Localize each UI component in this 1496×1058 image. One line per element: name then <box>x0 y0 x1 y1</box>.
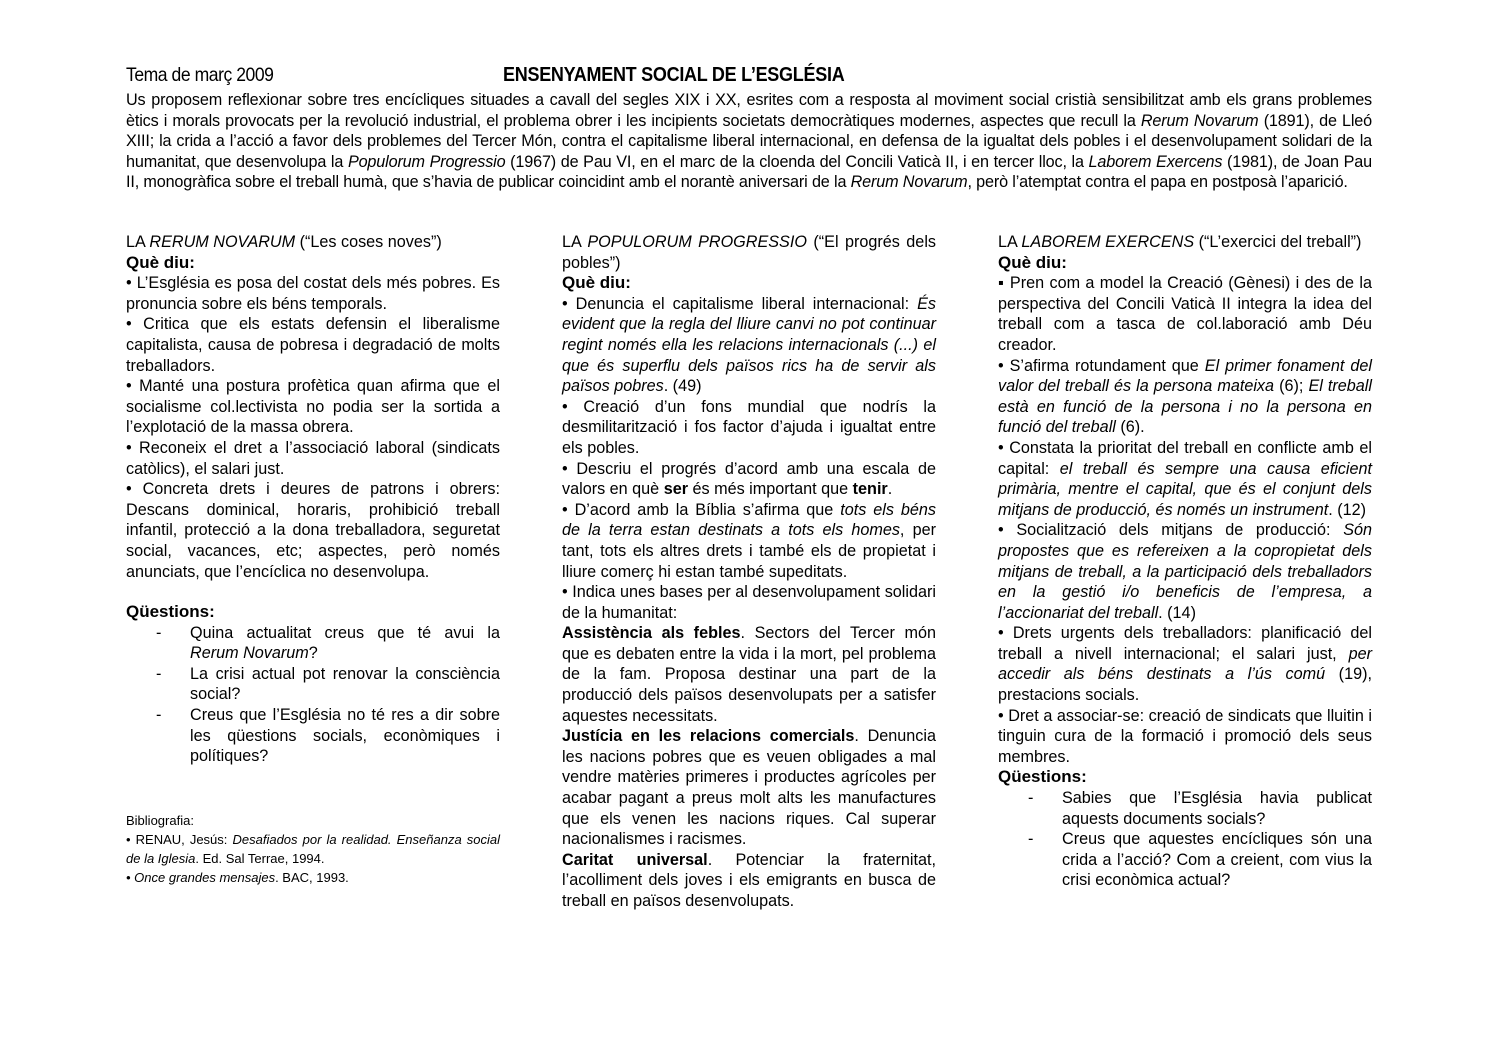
heading-title: LABOREM EXERCENS <box>1021 233 1195 251</box>
que-diu-label: Què diu: <box>998 252 1067 272</box>
list-item: • L’Església es posa del costat dels més pobres. Es pronuncia sobre els béns temporals. <box>126 274 500 313</box>
item-text: és més important que <box>688 480 853 499</box>
list-item: • Manté una postura profètica quan afirma que el socialisme col.lectivista no podia ser la sortida a l’explotació de la massa obrera. <box>126 377 500 437</box>
bibliography-label: Bibliografia: <box>126 812 194 828</box>
question-text: Creus que l’Església no té res a dir sobre les qüestions socials, econòmiques i polítiques? <box>190 706 500 766</box>
question-item <box>998 788 1372 829</box>
sub-item-title: Justícia en les relacions comercials <box>562 727 855 746</box>
biblio-text: . BAC, 1993. <box>275 869 349 885</box>
item-text: (6). <box>1115 418 1145 437</box>
question-text: La crisi actual pot renovar la consciència social? <box>190 664 500 704</box>
questions-label: Qüestions: <box>126 602 215 622</box>
column-populorum-progressio <box>562 232 936 912</box>
heading-prefix: LA <box>126 233 150 251</box>
biblio-text: . Ed. Sal Terrae, 1994. <box>195 850 325 866</box>
questions-list <box>998 788 1372 891</box>
item-text: (6); <box>1274 377 1309 396</box>
dash-bullet: - <box>156 706 162 725</box>
bibliography <box>126 811 500 887</box>
item-quote: el treball és sempre una causa eficient primària, mentre el capital, que és el conjunt dels mitjans de producció, és només un instrument <box>998 459 1372 519</box>
question-item <box>126 664 500 705</box>
intro-italic-title: Laborem Exercens <box>1088 152 1223 171</box>
list-item <box>998 520 1372 623</box>
heading-title: POPULORUM PROGRESSIO <box>587 233 807 251</box>
list-item: • Indica unes bases per al desenvolupament solidari de la humanitat: <box>562 583 936 622</box>
heading-subtitle: (“El progrés dels pobles”) <box>562 233 937 272</box>
item-bold: ser <box>663 480 688 499</box>
intro-text: Us proposem reflexionar sobre tres encícliques situades a cavall del segles XIX i XX, esrites com a resposta al moviment social cristià sensibilitzat amb els grans problemes ètics i morals provocats per la revolució industrial, el problema obrer i les incipients societats democràtiques modernes, aspectes que recull la <box>126 91 1372 130</box>
bibliography-entry <box>126 830 500 868</box>
document-page <box>126 64 1372 910</box>
bibliography-entry <box>126 868 500 887</box>
intro-italic-title: Populorum Progressio <box>347 152 506 171</box>
questions-label: Qüestions: <box>998 767 1087 787</box>
list-item <box>562 500 936 582</box>
question-text: Creus que aquestes encícliques són una crida a l’acció? Com a creient, com vius la crisi econòmica actual? <box>1062 830 1372 890</box>
list-item: • Creació d’un fons mundial que nodrís la desmilitarització i fos factor d’ajuda i igualtat entre els pobles. <box>562 397 936 457</box>
item-text: . (14) <box>1158 603 1196 622</box>
item-text: , per tant, tots els altres drets i també els de propietat i lliure comerç hi estan també supeditats. <box>562 521 936 581</box>
heading-title: RERUM NOVARUM <box>149 233 296 251</box>
item-quote: per accedir als béns destinats a l’ús comú <box>998 644 1372 684</box>
biblio-text: • RENAU, Jesús: <box>126 831 233 847</box>
sub-item <box>562 623 936 726</box>
intro-italic-title: Rerum Novarum <box>850 173 968 192</box>
que-diu-label: Què diu: <box>562 273 631 293</box>
list-item <box>998 438 1372 520</box>
sub-item-text: . Sectors del Tercer món que es debaten entre la vida i la mort, pel problema de la fam. Proposa destinar una part de la producció dels països desenvolupats per a satisfer aquestes necessitats. <box>562 624 937 725</box>
list-item <box>998 356 1372 438</box>
item-text: • Drets urgents dels treballadors: planificació del treball a nivell internacional; el salari just, <box>998 624 1372 663</box>
list-item: • Reconeix el dret a l’associació laboral (sindicats catòlics), el salari just. <box>126 438 500 478</box>
list-item: • Concreta drets i deures de patrons i obrers: Descans dominical, horaris, prohibició treball infantil, protecció a la dona treballadora, seguretat social, vacances, etc; aspectes, però només anunciats, que l’encíclica no desenvolupa. <box>126 480 500 581</box>
item-text: • S’afirma rotundament que <box>998 356 1205 375</box>
item-quote: És evident que la regla del lliure canvi no pot continuar regint només ella les relacions internacionals (...) el que és superflu dels països rics ha de servir als països pobres <box>562 294 936 396</box>
intro-text: (1891), de Lleó XIII; la crida a l’acció a favor dels problemes del Tercer Món, contra el capitalisme liberal internacional, en defensa de la igualtat dels pobles i el desenvolupament solidari de la humanitat, que desenvolupa la <box>126 111 1372 171</box>
item-bold: tenir <box>852 480 888 499</box>
item-quote: El primer fonament del valor del treball és la persona mateixa <box>998 356 1372 396</box>
question-item <box>126 623 500 664</box>
question-text: Sabies que l’Església havia publicat aquests documents socials? <box>1062 789 1372 828</box>
item-text: • D’acord amb la Bíblia s’afirma que <box>562 500 841 519</box>
biblio-title: • Once grandes mensajes <box>126 869 276 885</box>
list-item: ▪ Pren com a model la Creació (Gènesi) i des de la perspectiva del Concili Vaticà II integra la idea del treball com a tasca de col.laboració amb Déu creador. <box>998 274 1372 354</box>
intro-paragraph <box>126 90 1372 193</box>
sub-item <box>562 850 936 912</box>
item-text: • Constata la prioritat del treball en conflicte amb el capital: <box>998 438 1372 478</box>
spacer <box>126 582 500 602</box>
heading-prefix: LA <box>562 233 588 251</box>
intro-text: (1967) de Pau VI, en el marc de la cloenda del Concili Vaticà II, i en tercer lloc, la <box>505 152 1089 171</box>
document-title: ENSENYAMENT SOCIAL DE L’ESGLÉSIA <box>503 64 845 86</box>
heading-subtitle: (“Les coses noves”) <box>295 233 442 251</box>
question-item <box>126 705 500 767</box>
list-item <box>562 294 936 397</box>
list-item: • Critica que els estats defensin el liberalisme capitalista, causa de pobresa i degradació de molts treballadors. <box>126 315 500 375</box>
item-text: • Socialització dels mitjans de producció: <box>998 521 1344 540</box>
sub-item-title: Assistència als febles <box>562 624 741 643</box>
intro-text: (1981), de Joan Pau II, monogràfica sobre el treball humà, que s’havia de publicar coincidint amb el norantè aniversari de la <box>126 152 1372 192</box>
question-text: Quina actualitat creus que té avui la <box>190 623 500 642</box>
item-quote: tots els béns de la terra estan destinats a tots els homes <box>562 500 936 540</box>
item-quote: Són propostes que es refereixen a la copropietat dels mitjans de treball, a la participació dels treballadors en la gestió i/o beneficis de l’empresa, a l’accionariat del treball <box>998 521 1372 622</box>
dash-bullet: - <box>1028 830 1034 849</box>
questions-list <box>126 623 500 767</box>
document-date: Tema de març 2009 <box>126 64 274 86</box>
sub-item-title: Caritat universal <box>562 850 708 869</box>
sub-item-text: . Potenciar la fraternitat, l’acolliment dels joves i els emigrants en busca de treball en països desenvolupats. <box>562 850 936 910</box>
intro-italic-title: Rerum Novarum <box>1140 111 1259 130</box>
dash-bullet: - <box>156 623 162 642</box>
dash-bullet: - <box>1028 789 1034 808</box>
question-italic: Rerum Novarum <box>190 644 309 663</box>
list-item <box>562 459 936 500</box>
heading-prefix: LA <box>998 233 1022 251</box>
section-heading <box>126 232 500 253</box>
document-header <box>126 64 1372 88</box>
item-text: (19), prestacions socials. <box>998 665 1372 705</box>
biblio-title: Desafiados por la realidad. Enseñanza social de la Iglesia <box>126 831 500 866</box>
section-heading <box>998 232 1372 253</box>
sub-item-text: . Denuncia les nacions pobres que es veuen obligades a mal vendre matèries primeres i productes agrícoles per acabar pagant a preus molt alts les manufactures que els venen les nacions riques. Cal superar nacionalismes i racismes. <box>562 727 937 849</box>
item-text: • Denuncia el capitalisme liberal internacional: <box>562 294 918 313</box>
item-text: • Descriu el progrés d’acord amb una escala de valors en què <box>562 459 936 499</box>
dash-bullet: - <box>156 664 162 683</box>
item-text: . (49) <box>663 377 702 396</box>
question-item <box>998 829 1372 891</box>
list-item: • Dret a associar-se: creació de sindicats que lluitin i tinguin cura de la formació i promoció dels seus membres. <box>998 706 1372 766</box>
item-quote: El treball està en funció de la persona i no la persona en funció del treball <box>998 377 1372 437</box>
item-text: . (12) <box>1328 500 1367 519</box>
column-laborem-exercens <box>998 232 1372 891</box>
list-item <box>998 623 1372 705</box>
question-text: ? <box>308 644 318 663</box>
section-heading <box>562 232 936 273</box>
sub-item <box>562 726 936 850</box>
que-diu-label: Què diu: <box>126 252 195 272</box>
intro-text: , però l’atemptat contra el papa en postposà l’aparició. <box>967 173 1348 192</box>
heading-subtitle: (“L’exercici del treball”) <box>1194 233 1362 251</box>
item-text: . <box>887 480 893 499</box>
column-rerum-novarum <box>126 232 500 887</box>
